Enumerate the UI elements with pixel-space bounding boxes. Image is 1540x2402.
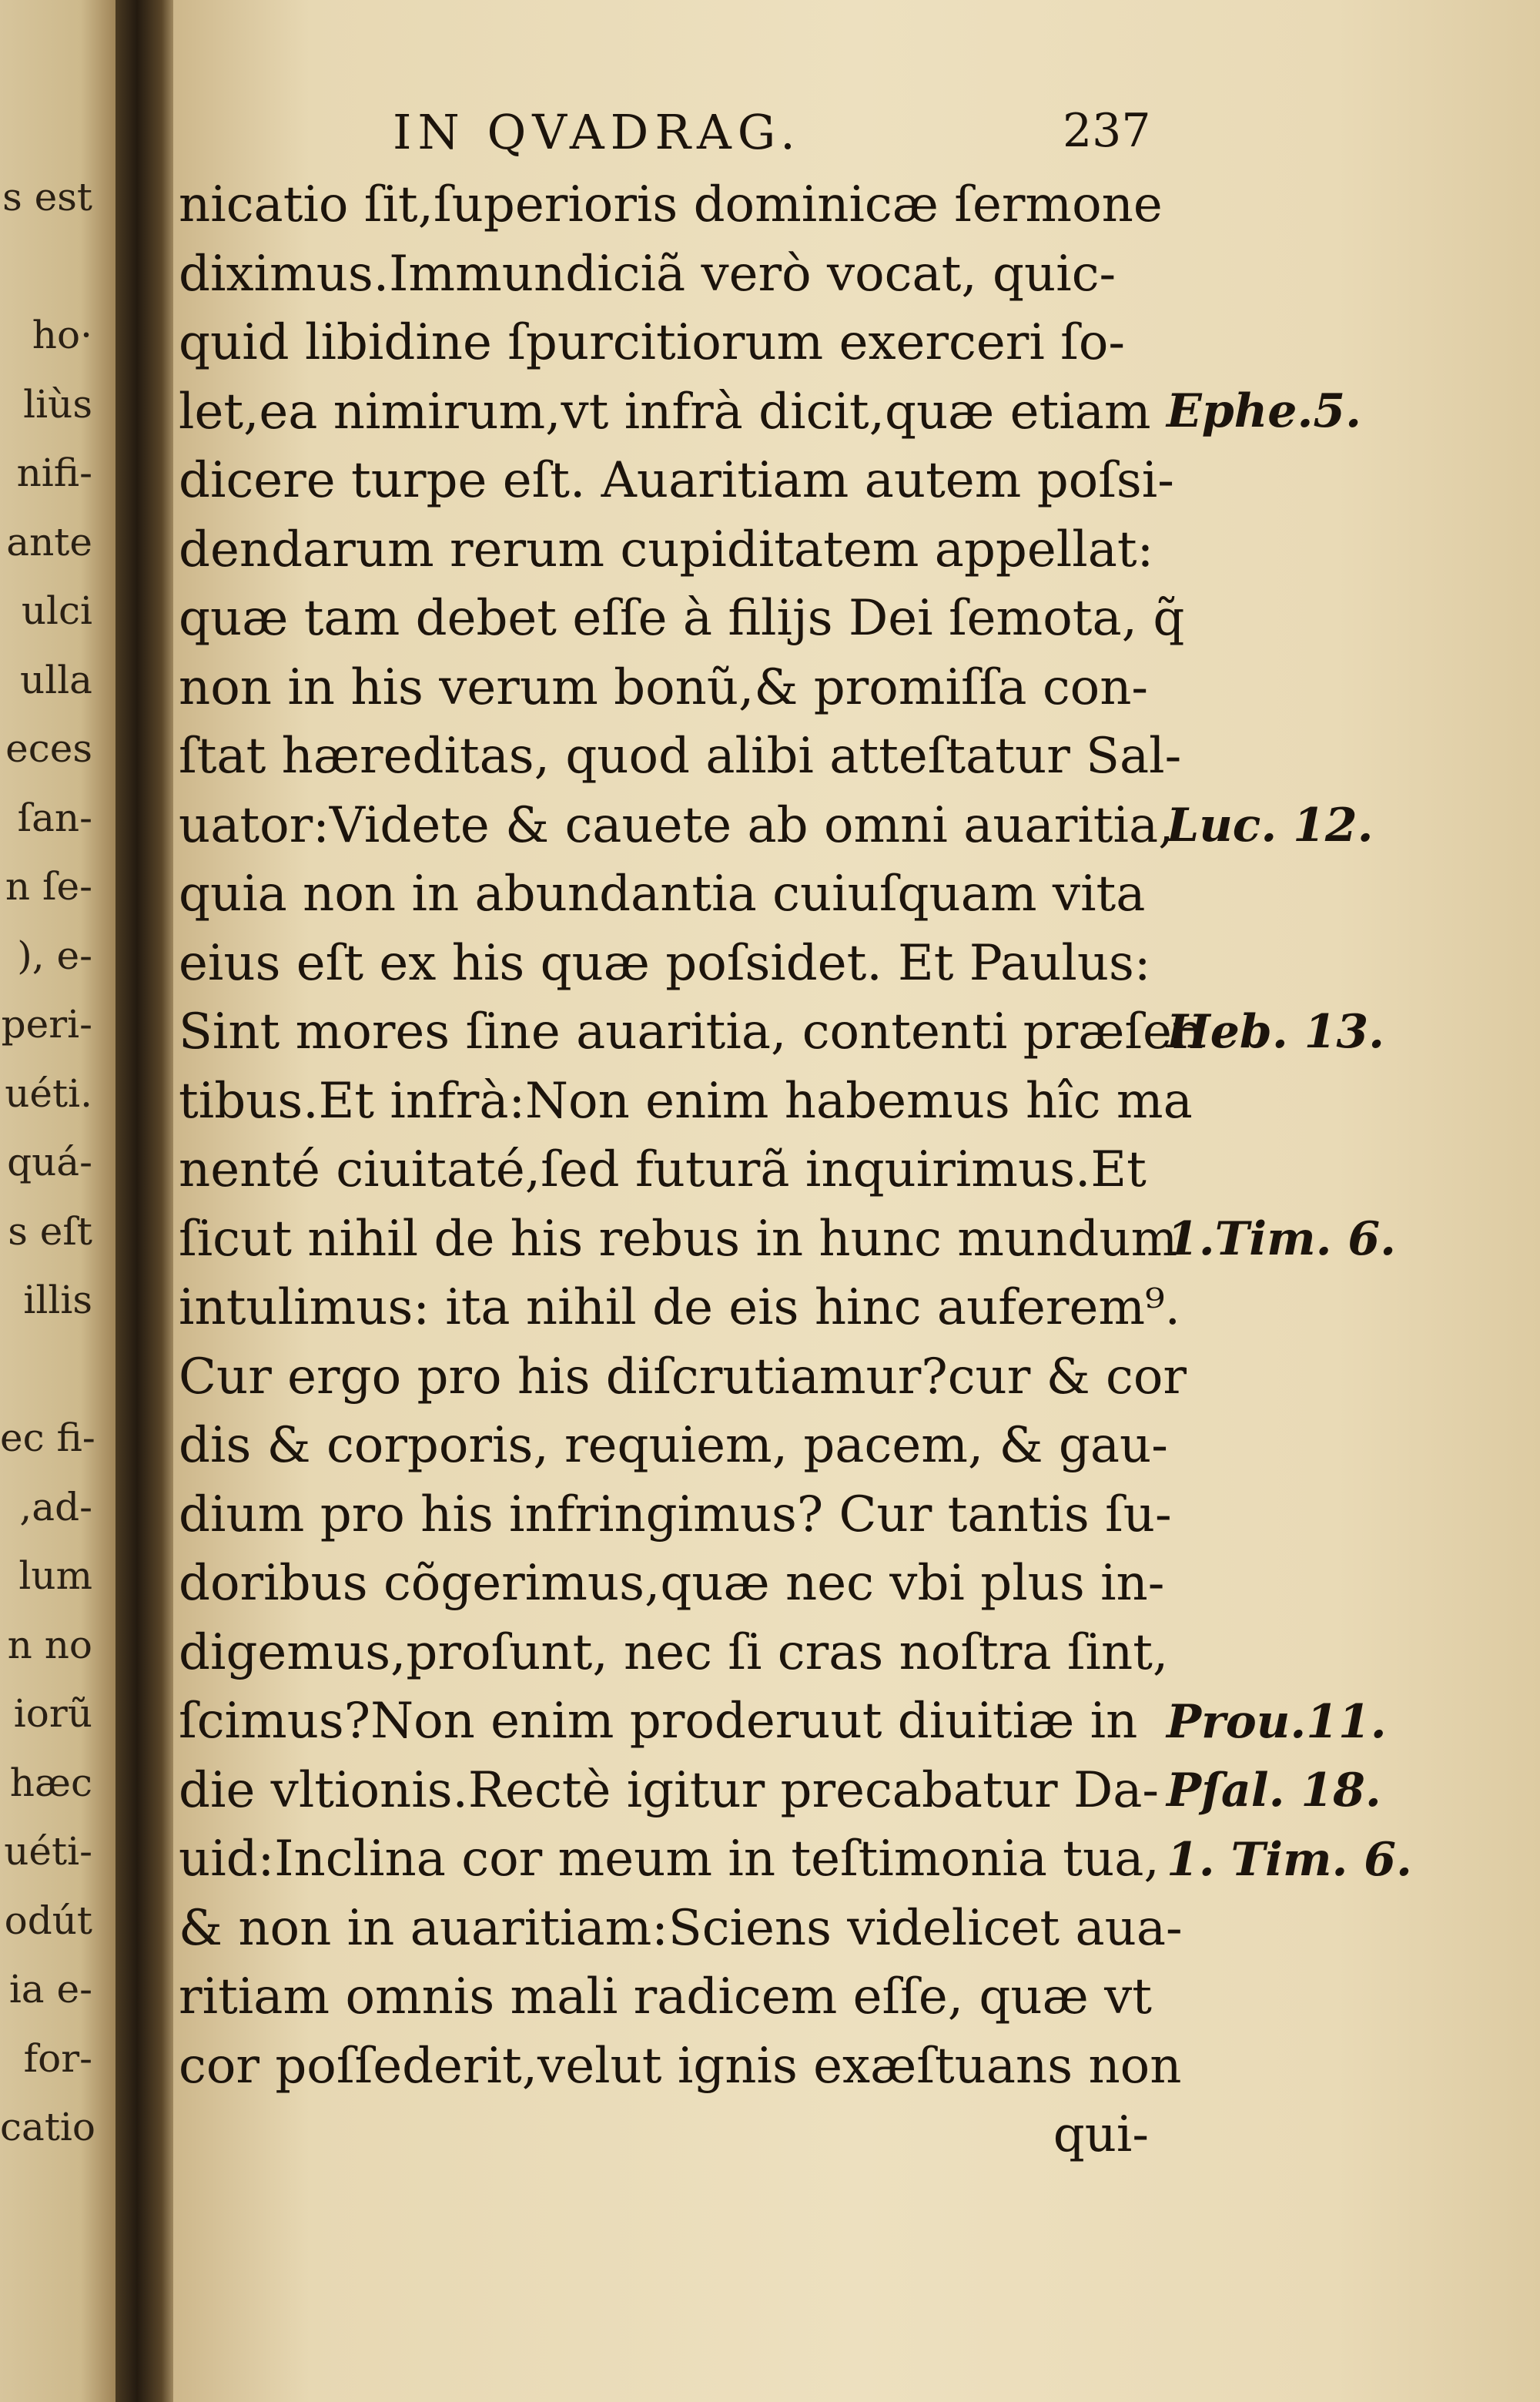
marginal-note: Luc. 12. <box>1167 799 1374 853</box>
fragment: liùs <box>23 381 92 427</box>
text-line: Cur ergo pro his diſcrutiamur?cur & cor <box>179 1348 1187 1405</box>
text-line: & non in auaritiam:Sciens videlicet aua- <box>179 1899 1183 1957</box>
text-line: dis & corporis, requiem, pacem, & gau- <box>179 1417 1168 1474</box>
fragment <box>0 233 116 302</box>
running-title: IN QVADRAG. <box>393 104 802 160</box>
text-line: intulimus: ita nihil de eis hinc auferem⁹. <box>179 1279 1180 1336</box>
text-line: digemus,proſunt, nec ſi cras noſtra ſint, <box>179 1623 1169 1681</box>
fragment: s est <box>2 175 92 219</box>
text-line: nenté ciuitaté,ſed futurã inquirimus.Et <box>179 1141 1147 1198</box>
catchword: qui- <box>1053 2106 1149 2163</box>
fragment: s eſt <box>8 1208 92 1254</box>
fragment: ,ad- <box>19 1484 92 1529</box>
marginal-note: Prou.11. <box>1167 1695 1387 1749</box>
fragment: iorũ <box>13 1691 92 1736</box>
marginal-note: Ephe.5. <box>1167 384 1362 438</box>
text-line: tibus.Et infrà:Non enim habemus hîc ma <box>179 1072 1193 1130</box>
text-line: ſcimus?Non enim proderuut diuitiæ in <box>179 1693 1138 1750</box>
fragment: nifi- <box>16 451 92 495</box>
text-line: non in his verum bonũ,& promiſſa con- <box>179 658 1149 716</box>
fragment <box>0 1335 116 1405</box>
fragment: uéti. <box>5 1070 92 1116</box>
fragment: ante <box>6 519 92 564</box>
fragment: peri- <box>1 1002 92 1047</box>
text-line: let,ea nimirum,vt infrà dicit,quæ etiam <box>179 383 1151 441</box>
text-line: die vltionis.Rectè igitur precabatur Da- <box>179 1761 1160 1819</box>
fragment: ec fi- <box>0 1415 95 1460</box>
text-line: doribus cõgerimus,quæ nec vbi plus in- <box>179 1555 1165 1612</box>
fragment: ulci <box>21 588 92 633</box>
left-page-fragments <box>0 163 116 2162</box>
fragment: for- <box>23 2035 92 2081</box>
text-line: nicatio ſit,ſuperioris dominicæ ſermone <box>179 176 1163 233</box>
text-line: quæ tam debet eſſe à filijs Dei ſemota, q̃ <box>179 590 1185 647</box>
text-line: quia non in abundantia cuiuſquam vita <box>179 866 1146 923</box>
marginal-note: 1.Tim. 6. <box>1167 1212 1396 1266</box>
fragment: ho· <box>32 313 92 357</box>
marginal-note: Heb. 13. <box>1167 1005 1384 1059</box>
fragment: catio <box>0 2105 95 2149</box>
fragment: eces <box>5 726 92 771</box>
book-gutter <box>116 0 177 2402</box>
marginal-note: Pſal. 18. <box>1167 1764 1381 1817</box>
text-line: dium pro his infringimus? Cur tantis ſu- <box>179 1486 1172 1543</box>
text-line: cor poſſederit,velut ignis exæſtuans non <box>179 2037 1182 2095</box>
text-line: dendarum rerum cupiditatem appellat: <box>179 521 1154 578</box>
fragment: lum <box>18 1553 92 1598</box>
fragment: ), e- <box>17 933 92 978</box>
body-text <box>179 171 1204 2170</box>
text-line: ritiam omnis mali radicem eſſe, quæ vt <box>179 1968 1152 2025</box>
fragment: illis <box>23 1278 92 1322</box>
page-number: 237 <box>1063 104 1151 158</box>
fragment: ia e- <box>8 1967 92 2012</box>
fragment: ulla <box>20 657 92 702</box>
text-line: diximus.Immundiciã verò vocat, quic- <box>179 245 1116 303</box>
fragment: n ſe- <box>5 864 92 909</box>
fragment: quá- <box>7 1140 92 1184</box>
fragment: odút <box>4 1898 92 1943</box>
left-page <box>0 0 116 2402</box>
text-line: quid libidine ſpurcitiorum exerceri ſo- <box>179 314 1125 371</box>
fragment: uéti- <box>4 1829 92 1874</box>
text-line: uator:Videte & cauete ab omni auaritia, <box>179 796 1174 854</box>
text-line: Sint mores ſine auaritia, contenti præſen <box>179 1003 1204 1060</box>
text-line: dicere turpe eſt. Auaritiam autem poſsi- <box>179 452 1174 509</box>
fragment: hæc <box>9 1760 92 1805</box>
text-line: eius eſt ex his quæ poſsidet. Et Paulus: <box>179 934 1151 992</box>
fragment: n no <box>7 1622 92 1667</box>
marginal-note: 1. Tim. 6. <box>1167 1833 1412 1887</box>
text-line: ſicut nihil de his rebus in hunc mundum <box>179 1210 1178 1268</box>
fragment: ſan- <box>17 795 92 840</box>
text-line: ſtat hæreditas, quod alibi atteſtatur Sal- <box>179 728 1182 785</box>
text-line: uid:Inclina cor meum in teſtimonia tua, <box>179 1831 1160 1888</box>
